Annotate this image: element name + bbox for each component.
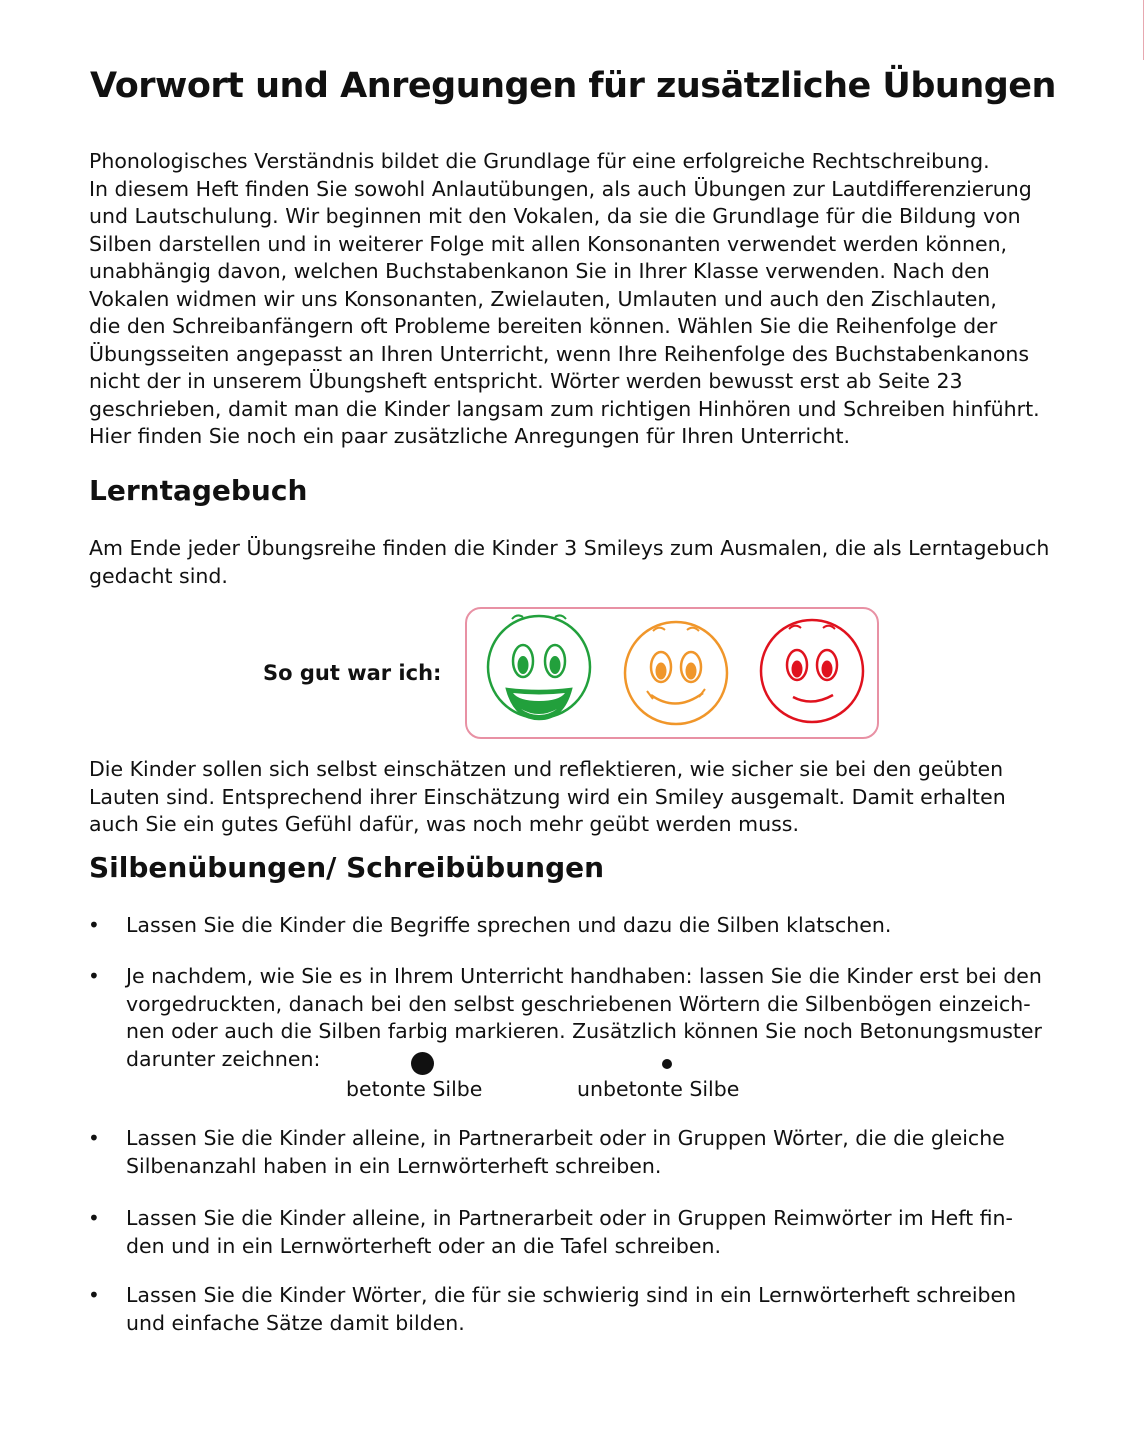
bullet-item (126, 912, 1086, 940)
smiley-label: So gut war ich: (263, 661, 442, 685)
bullet-line: darunter zeichnen: (126, 1046, 321, 1071)
intro-paragraph (89, 148, 1099, 451)
page-edge-line (1143, 0, 1144, 60)
bullet-line: Lassen Sie die Kinder die Begriffe sprechen und dazu die Silben klatschen. (126, 913, 892, 937)
intro-line: die den Schreibanfängern oft Probleme bereiten können. Wählen Sie die Reihenfolge der (89, 314, 998, 338)
lerntagebuch-paragraph (89, 535, 1099, 590)
bullet-line: Lassen Sie die Kinder Wörter, die für sie schwierig sind in ein Lernwörterheft schreiben (126, 1283, 1017, 1307)
intro-line: Übungsseiten angepasst an Ihren Unterricht, wenn Ihre Reihenfolge des Buchstabenkanons (89, 341, 1030, 366)
bullet-marker: • (88, 1126, 100, 1150)
bullet-item (126, 1282, 1086, 1337)
intro-line: Vokalen widmen wir uns Konsonanten, Zwielauten, Umlauten und auch den Zischlauten, (89, 286, 997, 311)
bullet-item (126, 963, 1086, 1073)
intro-line: geschrieben, damit man die Kinder langsam zum richtigen Hinhören und Schreiben hinführt. (89, 396, 1040, 421)
intro-line: nicht der in unserem Übungsheft entspricht. Wörter werden bewusst erst ab Seite 23 (89, 369, 963, 393)
stressed-syllable-label: betonte Silbe (346, 1077, 483, 1101)
intro-line: und Lautschulung. Wir beginnen mit den Vokalen, da sie die Grundlage für die Bildung von (89, 204, 1021, 228)
bullet-line: den und in ein Lernwörterheft oder an die Tafel schreiben. (126, 1233, 721, 1258)
bullet-marker: • (88, 1283, 100, 1307)
bullet-line: Lassen Sie die Kinder alleine, in Partnerarbeit oder in Gruppen Wörter, die die gleiche (126, 1126, 1005, 1150)
intro-line: unabhängig davon, welchen Buchstabenkanon Sie in Ihrer Klasse verwenden. Nach den (89, 259, 990, 283)
unstressed-syllable-label: unbetonte Silbe (577, 1077, 740, 1101)
intro-line: Phonologisches Verständnis bildet die Grundlage für eine erfolgreiche Rechtschreibung. (89, 149, 990, 173)
bullet-line: nen oder auch die Silben farbig markieren. Zusätzlich können Sie noch Betonungsmuster (126, 1019, 1042, 1043)
intro-line: Hier finden Sie noch ein paar zusätzliche Anregungen für Ihren Unterricht. (89, 424, 851, 448)
bullet-line: Je nachdem, wie Sie es in Ihrem Unterricht handhaben: lassen Sie die Kinder erst bei den (126, 964, 1042, 988)
intro-line: In diesem Heft finden Sie sowohl Anlautübungen, als auch Übungen zur Lautdifferenzierung (89, 176, 1032, 201)
unsure-smiley-icon (761, 620, 863, 722)
bullet-line: und einfache Sätze damit bilden. (126, 1310, 465, 1335)
unstressed-syllable-dot-icon (662, 1059, 672, 1069)
paragraph-line: Am Ende jeder Übungsreihe finden die Kinder 3 Smileys zum Ausmalen, die als Lerntagebuch (89, 536, 1050, 560)
bullet-line: Silbenanzahl haben in ein Lernwörterheft schreiben. (126, 1153, 662, 1178)
intro-line: Silben darstellen und in weiterer Folge mit allen Konsonanten verwendet werden können, (89, 231, 1008, 256)
page-title: Vorwort und Anregungen für zusätzliche Übungen (90, 66, 1056, 106)
smiley-rating-box (465, 607, 879, 739)
bullet-marker: • (88, 964, 100, 988)
bullet-item (126, 1205, 1086, 1260)
neutral-smiley-icon (625, 622, 727, 724)
happy-smiley-icon (488, 615, 590, 719)
paragraph-line: gedacht sind. (89, 563, 228, 588)
bullet-item (126, 1125, 1086, 1180)
paragraph-line: Lauten sind. Entsprechend ihrer Einschätzung wird ein Smiley ausgemalt. Damit erhalten (89, 784, 1006, 809)
bullet-marker: • (88, 913, 100, 937)
bullet-marker: • (88, 1206, 100, 1230)
reflection-paragraph (89, 756, 1099, 839)
paragraph-line: auch Sie ein gutes Gefühl dafür, was noch mehr geübt werden muss. (89, 812, 799, 836)
bullet-line: vorgedruckten, danach bei den selbst geschriebenen Wörtern die Silbenbögen einzeich- (126, 991, 1031, 1016)
bullet-line: Lassen Sie die Kinder alleine, in Partnerarbeit oder in Gruppen Reimwörter im Heft fin- (126, 1206, 1013, 1230)
heading-lerntagebuch: Lerntagebuch (89, 474, 308, 507)
stressed-syllable-dot-icon (411, 1052, 434, 1075)
heading-silbenuebungen: Silbenübungen/ Schreibübungen (89, 851, 605, 884)
paragraph-line: Die Kinder sollen sich selbst einschätzen und reflektieren, wie sicher sie bei den geübten (89, 757, 1004, 781)
